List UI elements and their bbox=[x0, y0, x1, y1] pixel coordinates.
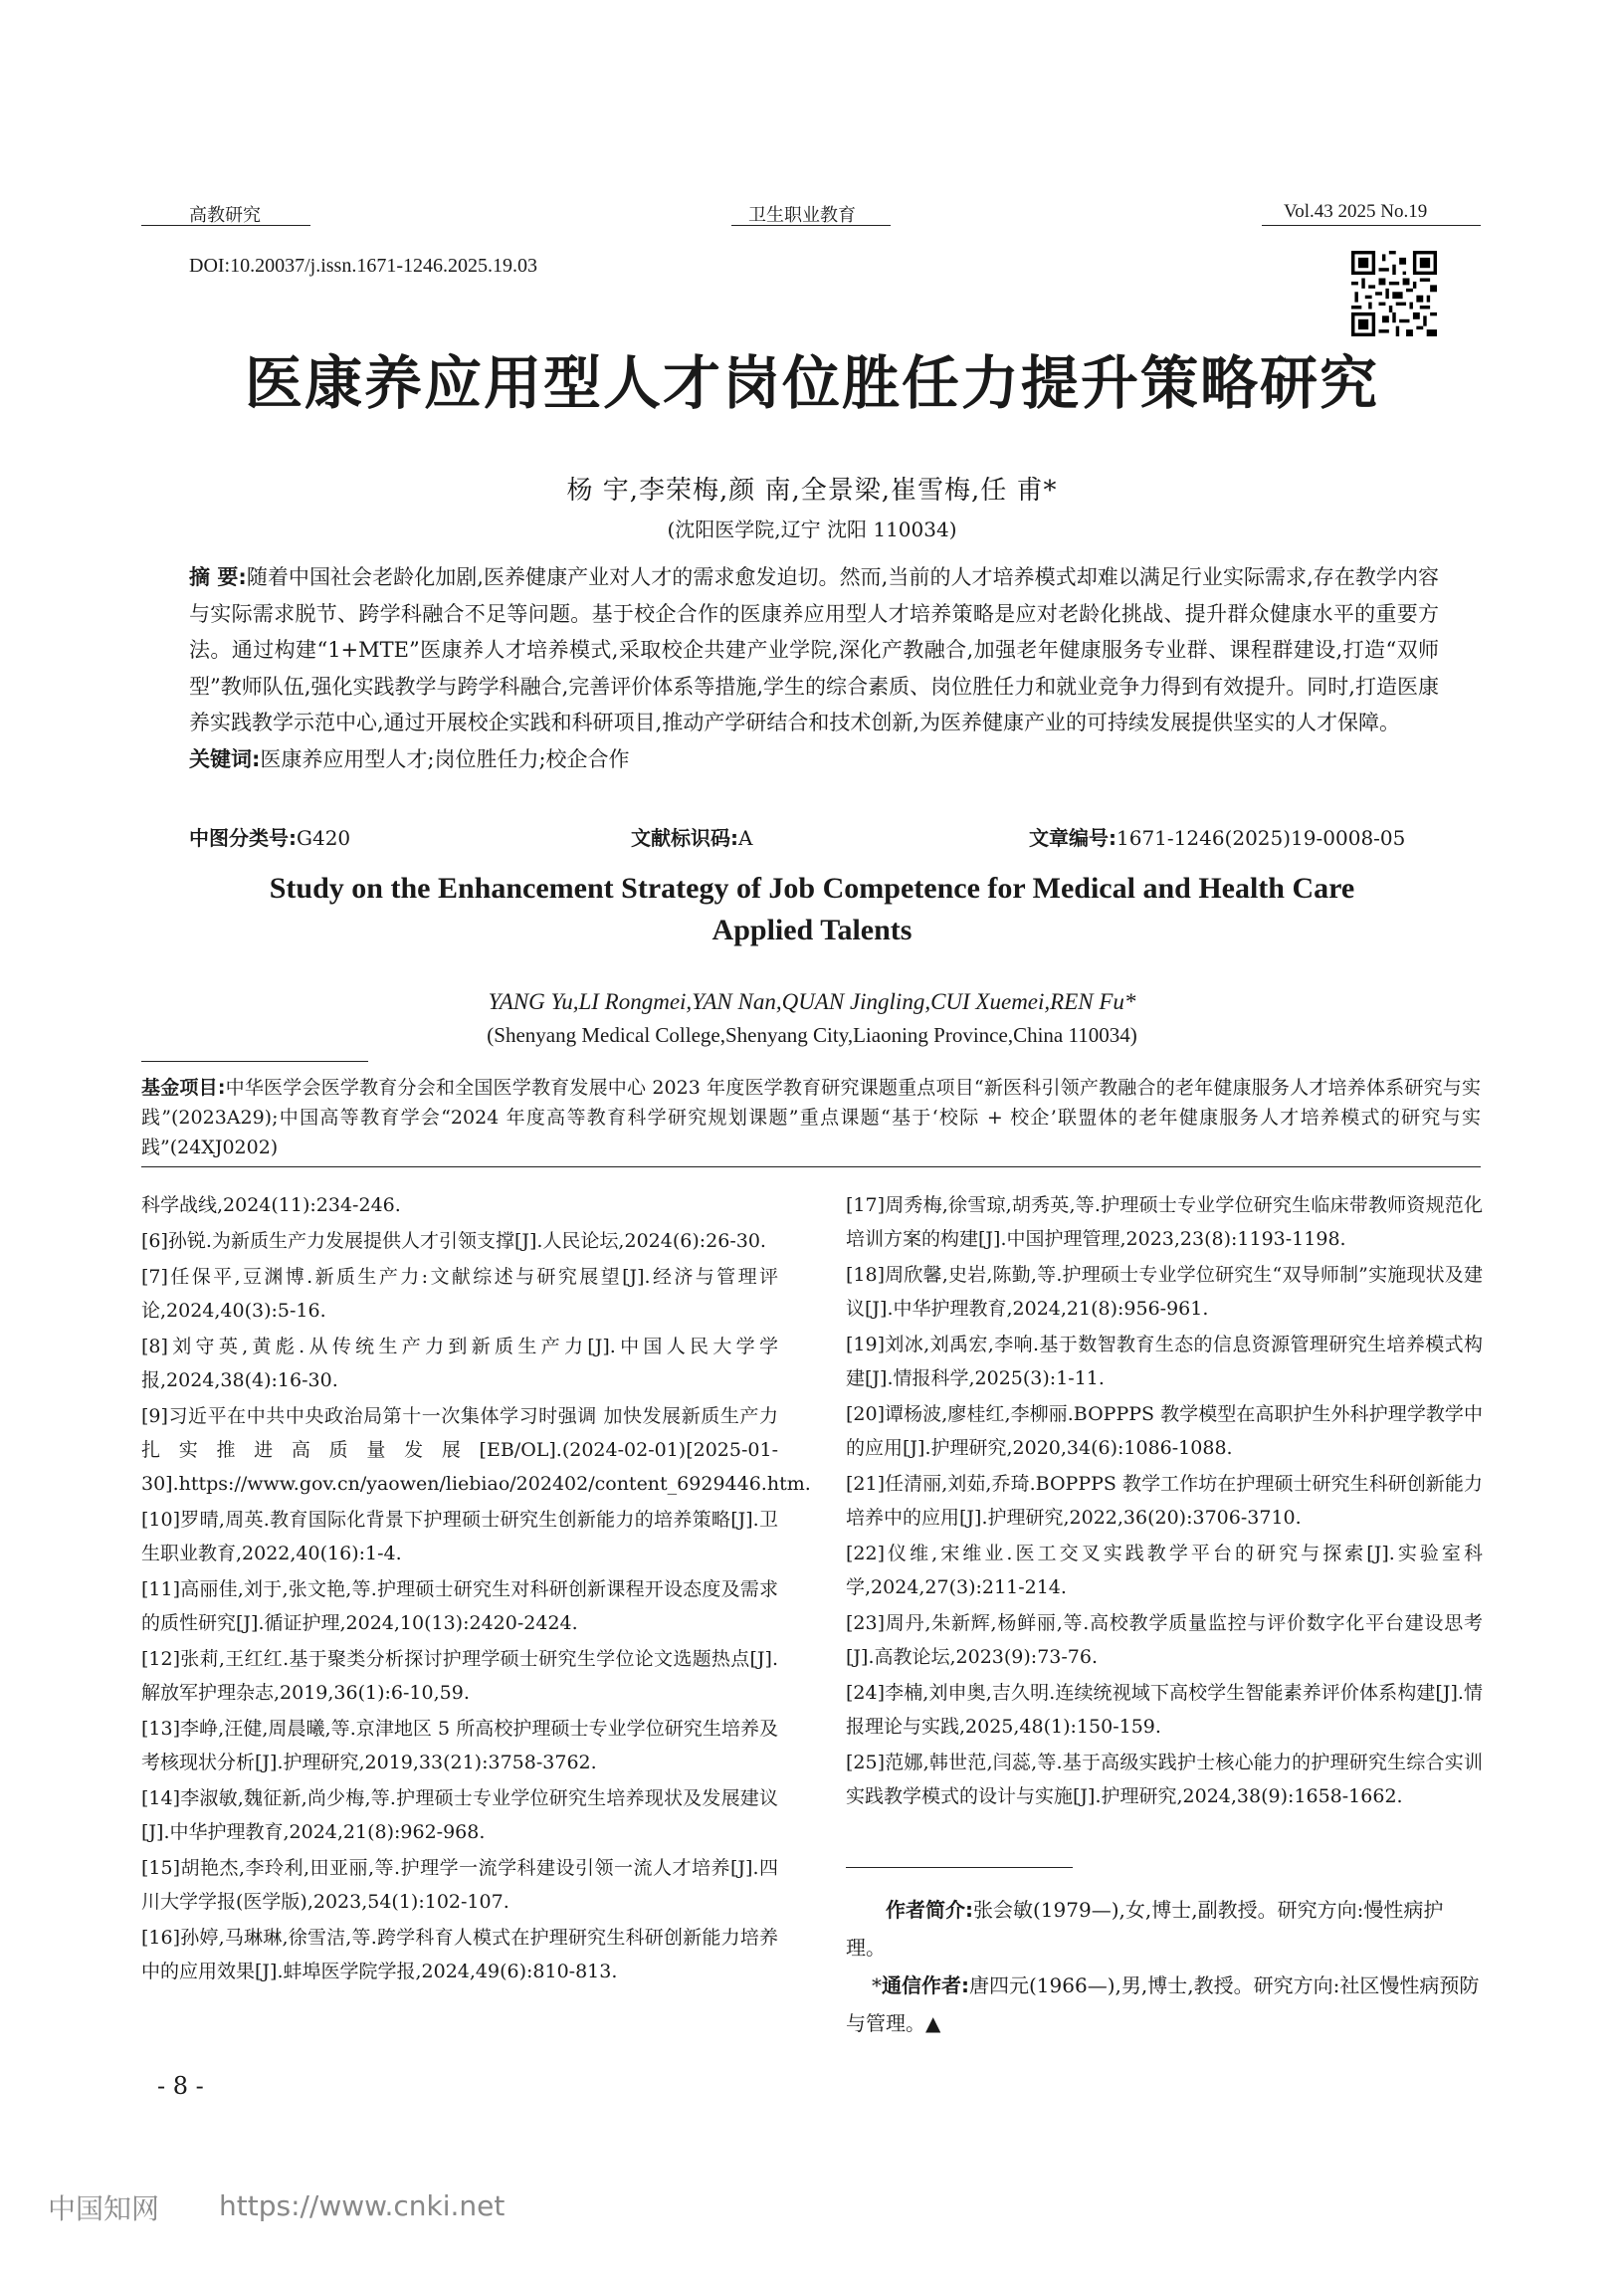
qr-code-icon bbox=[1351, 251, 1437, 336]
abstract-text: 随着中国社会老龄化加剧,医养健康产业对人才的需求愈发迫切。然而,当前的人才培养模式却难以满足行业实际需求,存在教学内容与实际需求脱节、跨学科融合不足等问题。基于校企合作的医康养应用型人才培养策略是应对老龄化挑战、提升群众健康水平的重要方法。通过构建“1+MTE”医康养人才培养模式,采取校企共建产业学院,深化产教融合,加强老年健康服务专业群、课程群建设,打造“双师型”教师队伍,强化实践教学与跨学科融合,完善评价体系等措施,学生的综合素质、岗位胜任力和就业竞争力得到有效提升。同时,打造医康养实践教学示范中心,通过开展校企实践和科研项目,推动产学研结合和技术创新,为医养健康产业的可持续发展提供坚实的人才保障。 bbox=[189, 565, 1439, 734]
author-intro-text: 张会敏(1979—),女,博士,副教授。研究方向:慢性病护理。 bbox=[846, 1898, 1444, 1960]
header-issue: Vol.43 2025 No.19 bbox=[1284, 201, 1428, 222]
fund-rule bbox=[141, 1061, 368, 1062]
corr-label: 通信作者: bbox=[882, 1973, 969, 1997]
author-intro-label: 作者简介: bbox=[886, 1898, 973, 1922]
references-right bbox=[846, 1188, 1483, 1815]
clc-value: G420 bbox=[297, 826, 351, 850]
article-number bbox=[1029, 822, 1405, 851]
fund-note bbox=[141, 1073, 1481, 1162]
corr-star: * bbox=[872, 1973, 882, 1997]
footer-url[interactable]: https://www.cnki.net bbox=[219, 2189, 506, 2222]
doc-code bbox=[631, 822, 752, 851]
footer-brand: 中国知网 bbox=[48, 2192, 160, 2225]
reference-item: [25]范娜,韩世范,闫蕊,等.基于高级实践护士核心能力的护理研究生综合实训实践教学模式的设计与实施[J].护理研究,2024,38(9):1658-1662. bbox=[846, 1752, 1483, 1807]
reference-item: [6]孙锐.为新质生产力发展提供人才引领支撑[J].人民论坛,2024(6):26-30. bbox=[141, 1230, 766, 1252]
header-rule-right bbox=[1262, 225, 1481, 226]
reference-item: [8]刘守英,黄彪.从传统生产力到新质生产力[J].中国人民大学学报,2024,38(4):16-30. bbox=[141, 1336, 778, 1391]
references-left bbox=[141, 1188, 811, 1990]
clc-label: 中图分类号: bbox=[189, 826, 297, 850]
author-intro bbox=[846, 1891, 1483, 1967]
reference-item: 科学战线,2024(11):234-246. bbox=[141, 1194, 401, 1216]
clc-code bbox=[189, 822, 350, 851]
english-affiliation: (Shenyang Medical College,Shenyang City,Liaoning Province,China 110034) bbox=[487, 1023, 1137, 1047]
abstract bbox=[189, 559, 1439, 777]
bio-rule bbox=[846, 1867, 1073, 1868]
doc-value: A bbox=[738, 826, 753, 850]
fund-text: 中华医学会医学教育分会和全国医学教育发展中心 2023 年度医学教育研究课题重点项目“新医科引领产教融合的老年健康服务人才培养体系研究与实践”(2023A29);中国高等教育学会“2024 年度高等教育科学研究规划课题”重点课题“基于‘校际 + 校企’联盟体的老年健康服务人才培养模式的研究与实践”(24XJ0202) bbox=[141, 1077, 1481, 1158]
doc-label: 文献标识码: bbox=[631, 826, 738, 850]
reference-item: [24]李楠,刘申奥,吉久明.连续统视域下高校学生智能素养评价体系构建[J].情报理论与实践,2025,48(1):150-159. bbox=[846, 1682, 1483, 1738]
reference-item: [18]周欣馨,史岩,陈勤,等.护理硕士专业学位研究生“双导师制”实施现状及建议[J].中华护理教育,2024,21(8):956-961. bbox=[846, 1264, 1483, 1320]
article-label: 文章编号: bbox=[1029, 826, 1116, 850]
article-value: 1671-1246(2025)19-0008-05 bbox=[1116, 826, 1406, 850]
reference-item: [15]胡艳杰,李玲利,田亚丽,等.护理学一流学科建设引领一流人才培养[J].四川大学学报(医学版),2023,54(1):102-107. bbox=[141, 1857, 778, 1913]
fund-label: 基金项目: bbox=[141, 1077, 226, 1099]
corr-text: 唐四元(1966—),男,博士,教授。研究方向:社区慢性病预防与管理。 bbox=[846, 1973, 1480, 2035]
reference-item: [19]刘冰,刘禹宏,李响.基于数智教育生态的信息资源管理研究生培养模式构建[J].情报科学,2025(3):1-11. bbox=[846, 1334, 1483, 1389]
reference-item: [16]孙婷,马琳琳,徐雪洁,等.跨学科育人模式在护理研究生科研创新能力培养中的应用效果[J].蚌埠医学院学报,2024,49(6):810-813. bbox=[141, 1927, 778, 1982]
authors: 杨 宇,李荣梅,颜 南,全景梁,崔雪梅,任 甫* bbox=[566, 476, 1058, 506]
header-rule-left bbox=[141, 225, 310, 226]
page-title: 医康养应用型人才岗位胜任力提升策略研究 bbox=[244, 349, 1379, 417]
keywords-label: 关键词: bbox=[189, 746, 261, 771]
end-mark-icon: ▲ bbox=[925, 2011, 941, 2035]
reference-item: [20]谭杨波,廖桂红,李柳丽.BOPPPS 教学模型在高职护生外科护理学教学中的应用[J].护理研究,2020,34(6):1086-1088. bbox=[846, 1403, 1483, 1459]
english-title-line2: Applied Talents bbox=[711, 914, 913, 946]
reference-item: [17]周秀梅,徐雪琼,胡秀英,等.护理硕士专业学位研究生临床带教师资规范化培训方案的构建[J].中国护理管理,2023,23(8):1193-1198. bbox=[846, 1194, 1483, 1250]
english-authors: YANG Yu,LI Rongmei,YAN Nan,QUAN Jingling,CUI Xuemei,REN Fu* bbox=[488, 989, 1136, 1014]
doi: DOI:10.20037/j.issn.1671-1246.2025.19.03 bbox=[189, 255, 537, 277]
reference-item: [23]周丹,朱新辉,杨鲜丽,等.高校教学质量监控与评价数字化平台建设思考[J].高教论坛,2023(9):73-76. bbox=[846, 1612, 1483, 1668]
reference-item: [7]任保平,豆渊博.新质生产力:文献综述与研究展望[J].经济与管理评论,2024,40(3):5-16. bbox=[141, 1266, 778, 1322]
reference-item: [14]李淑敏,魏征新,尚少梅,等.护理硕士专业学位研究生培养现状及发展建议[J].中华护理教育,2024,21(8):962-968. bbox=[141, 1787, 778, 1843]
reference-item: [11]高丽佳,刘于,张文艳,等.护理硕士研究生对科研创新课程开设态度及需求的质性研究[J].循证护理,2024,10(13):2420-2424. bbox=[141, 1578, 778, 1634]
abstract-label: 摘 要: bbox=[189, 565, 247, 589]
corresponding-author bbox=[846, 1967, 1483, 2042]
fund-bottom-rule bbox=[141, 1166, 1481, 1167]
author-bio bbox=[846, 1891, 1483, 2042]
header-rule-center bbox=[731, 225, 891, 226]
reference-item: [21]任清丽,刘茹,乔琦.BOPPPS 教学工作坊在护理硕士研究生科研创新能力培养中的应用[J].护理研究,2022,36(20):3706-3710. bbox=[846, 1473, 1483, 1529]
reference-item: [13]李峥,汪健,周晨曦,等.京津地区 5 所高校护理硕士专业学位研究生培养及考核现状分析[J].护理研究,2019,33(21):3758-3762. bbox=[141, 1718, 778, 1773]
header-journal: 卫生职业教育 bbox=[748, 205, 856, 226]
header-section: 高教研究 bbox=[189, 205, 261, 226]
affiliation: (沈阳医学院,辽宁 沈阳 110034) bbox=[667, 518, 957, 541]
page-number: - 8 - bbox=[157, 2072, 204, 2100]
reference-item: [12]张莉,王红红.基于聚类分析探讨护理学硕士研究生学位论文选题热点[J].解放军护理杂志,2019,36(1):6-10,59. bbox=[141, 1648, 778, 1704]
reference-item: [22]仪维,宋维业.医工交叉实践教学平台的研究与探索[J].实验室科学,2024,27(3):211-214. bbox=[846, 1543, 1483, 1598]
english-title-line1: Study on the Enhancement Strategy of Job Competence for Medical and Health Care bbox=[269, 872, 1355, 905]
reference-item: [9]习近平在中共中央政治局第十一次集体学习时强调 加快发展新质生产力 扎实推进高质量发展[EB/OL].(2024-02-01)[2025-01-30].https://www.gov.cn/yaowen/liebiao/202402/content_6929446.htm. bbox=[141, 1405, 811, 1495]
english-title bbox=[179, 868, 1445, 951]
keywords-text: 医康养应用型人才;岗位胜任力;校企合作 bbox=[260, 746, 630, 771]
reference-item: [10]罗晴,周英.教育国际化背景下护理硕士研究生创新能力的培养策略[J].卫生职业教育,2022,40(16):1-4. bbox=[141, 1509, 778, 1564]
